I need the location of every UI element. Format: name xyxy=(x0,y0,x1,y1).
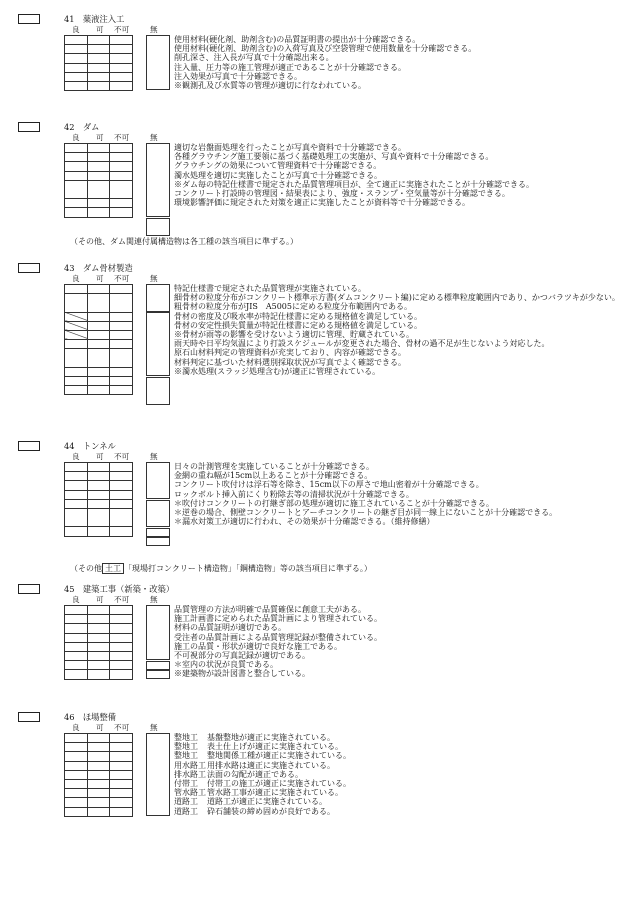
item-text: 付帯工の施工が適正に実施されている。 xyxy=(207,779,351,789)
rating-cell-good[interactable] xyxy=(65,144,88,153)
col-ok-header: 可 xyxy=(96,595,104,604)
rating-cell-good[interactable] xyxy=(65,779,88,788)
rating-cell-ok[interactable] xyxy=(87,312,110,321)
rating-cell-bad[interactable] xyxy=(110,606,133,615)
check-item: 使用材料(硬化剤、助剤含む)の入荷写真及び空袋管理で使用数量を十分確認できる。 xyxy=(174,44,477,54)
section-note xyxy=(70,565,372,573)
rating-cell-good[interactable] xyxy=(65,499,88,508)
section-title: 45 建築工事（新築・改築） xyxy=(64,584,175,594)
rating-cell-bad[interactable] xyxy=(110,208,133,217)
rating-cell-bad[interactable] xyxy=(110,321,133,330)
rating-cell-ok[interactable] xyxy=(87,508,110,526)
none-checkbox[interactable] xyxy=(146,500,170,527)
rating-cell-ok[interactable] xyxy=(87,615,110,624)
rating-cell-ok[interactable] xyxy=(87,36,110,45)
item-text: 砕石舗装の締め固めが良好である。 xyxy=(207,806,335,816)
rating-cell-bad[interactable] xyxy=(110,743,133,752)
rating-cell-bad[interactable] xyxy=(110,294,133,312)
rating-cell-bad[interactable] xyxy=(110,779,133,788)
rating-cell-good[interactable] xyxy=(65,285,88,294)
check-item: ※濁水処理(スラッジ処理含む)が適正に管理されている。 xyxy=(174,366,381,376)
col-none-header: 無 xyxy=(150,133,158,142)
rating-cell-bad[interactable] xyxy=(110,633,133,642)
rating-cell-good[interactable] xyxy=(65,45,88,54)
col-bad-header: 不可 xyxy=(114,133,130,142)
none-checkbox[interactable] xyxy=(146,537,170,546)
rating-cell-ok[interactable] xyxy=(87,472,110,481)
rating-cell-bad[interactable] xyxy=(110,45,133,54)
check-item xyxy=(174,761,620,770)
rating-cell-ok[interactable] xyxy=(87,743,110,752)
rating-cell-ok[interactable] xyxy=(87,499,110,508)
col-bad-header: 不可 xyxy=(114,452,130,461)
rating-cell-ok[interactable] xyxy=(87,670,110,679)
rating-cell-ok[interactable] xyxy=(87,153,110,162)
check-item: 雨天時や日平均気温により打設スケジュールが変更された場合、骨材の過不足が生じないよう対応した。 xyxy=(174,339,550,349)
rating-cell-ok[interactable] xyxy=(87,734,110,743)
check-item: 骨材の密度及び吸水率が特記仕様書に定める規格値を満足している。 xyxy=(174,311,422,321)
rating-cell-ok[interactable] xyxy=(87,321,110,330)
check-item: 削孔深さ、注入長が写真で十分確認出来る。 xyxy=(174,53,334,63)
note-boxed-term: 土工 xyxy=(102,563,124,574)
rating-cell-bad[interactable] xyxy=(110,651,133,660)
rating-cell-bad[interactable] xyxy=(110,367,133,376)
col-bad-header: 不可 xyxy=(114,274,130,283)
rating-cell-bad[interactable] xyxy=(110,499,133,508)
col-ok-header: 可 xyxy=(96,25,104,34)
rating-cell-good[interactable] xyxy=(65,789,88,798)
rating-cell-ok[interactable] xyxy=(87,208,110,217)
item-text: 法面の勾配が適正である。 xyxy=(207,769,303,779)
check-item: 使用材料(硬化剤、助剤含む)の品質証明書の提出が十分確認できる。 xyxy=(174,35,421,44)
rating-cell-good[interactable] xyxy=(65,199,88,208)
check-item xyxy=(174,733,620,742)
rating-cell-ok[interactable] xyxy=(87,330,110,339)
item-list xyxy=(174,284,620,376)
rating-cell-ok[interactable] xyxy=(87,199,110,208)
rating-cell-ok[interactable] xyxy=(87,376,110,385)
rating-cell-good[interactable] xyxy=(65,734,88,743)
item-text: 道路工が適正に実施されている。 xyxy=(207,797,327,807)
none-checkbox[interactable] xyxy=(146,462,170,499)
rating-cell-bad[interactable] xyxy=(110,330,133,339)
rating-grid xyxy=(64,605,133,680)
rating-cell-good[interactable] xyxy=(65,606,88,615)
rating-cell-ok[interactable] xyxy=(87,642,110,651)
rating-cell-bad[interactable] xyxy=(110,642,133,651)
col-bad-header: 不可 xyxy=(114,595,130,604)
rating-cell-bad[interactable] xyxy=(110,81,133,90)
rating-cell-bad[interactable] xyxy=(110,340,133,349)
rating-cell-good[interactable] xyxy=(65,321,88,330)
col-good-header: 良 xyxy=(72,595,80,604)
section-title: 44 トンネル xyxy=(64,441,116,451)
rating-cell-good[interactable] xyxy=(65,208,88,217)
rating-cell-good[interactable] xyxy=(65,481,88,490)
rating-cell-bad[interactable] xyxy=(110,798,133,807)
rating-cell-bad[interactable] xyxy=(110,481,133,490)
col-none-header: 無 xyxy=(150,595,158,604)
rating-cell-good[interactable] xyxy=(65,661,88,670)
work-category: 整地工 xyxy=(174,742,198,752)
col-good-header: 良 xyxy=(72,452,80,461)
rating-cell-ok[interactable] xyxy=(87,651,110,660)
rating-cell-good[interactable] xyxy=(65,615,88,624)
check-item: 骨材の安定性損失質量が特記仕様書に定める規格値を満足している。 xyxy=(174,320,422,330)
rating-cell-ok[interactable] xyxy=(87,54,110,63)
check-item: ※ダム毎の特記仕様書で規定された品質管理項目が、全て適正に実施されたことが十分確認できる。 xyxy=(174,179,534,189)
rating-cell-good[interactable] xyxy=(65,770,88,779)
rating-cell-good[interactable] xyxy=(65,386,88,395)
rating-cell-good[interactable] xyxy=(65,624,88,633)
rating-cell-ok[interactable] xyxy=(87,798,110,807)
rating-grid xyxy=(64,143,133,218)
check-item: 材料判定に基づいた材料選別採取状況が写真でよく確認できる。 xyxy=(174,357,406,367)
rating-cell-bad[interactable] xyxy=(110,285,133,294)
item-list xyxy=(174,733,620,816)
check-item: グラウチングの効果について管理資料で十分確認できる。 xyxy=(174,161,382,171)
rating-grid xyxy=(64,35,133,91)
score-box[interactable] xyxy=(18,14,40,24)
col-ok-header: 可 xyxy=(96,133,104,142)
rating-cell-bad[interactable] xyxy=(110,199,133,208)
section-title: 42 ダム xyxy=(64,122,100,132)
rating-cell-good[interactable] xyxy=(65,752,88,761)
rating-cell-good[interactable] xyxy=(65,162,88,171)
check-item: ＊室内の状況が良質である。 xyxy=(174,660,278,670)
rating-cell-bad[interactable] xyxy=(110,508,133,526)
check-item xyxy=(174,797,620,806)
rating-grid xyxy=(64,284,133,395)
rating-cell-good[interactable] xyxy=(65,171,88,180)
check-item: ＊逆巻の場合、側壁コンクリートとアーチコンクリートの継ぎ目が同一線上にないことが十分確認できる。 xyxy=(174,508,558,518)
check-item: 注入効果が写真で十分確認できる。 xyxy=(174,71,302,81)
none-checkbox[interactable] xyxy=(146,143,170,217)
rating-cell-ok[interactable] xyxy=(87,770,110,779)
col-ok-header: 可 xyxy=(96,274,104,283)
check-item: 原石山材料判定の管理資料が充実しており、内容が確認できる。 xyxy=(174,348,406,358)
rating-cell-good[interactable] xyxy=(65,349,88,367)
rating-cell-good[interactable] xyxy=(65,798,88,807)
check-item xyxy=(174,770,620,779)
rating-cell-bad[interactable] xyxy=(110,376,133,385)
check-item: ＊漏水対策工が適切に行われ、その効果が十分確認できる。（維持修繕） xyxy=(174,517,435,527)
rating-cell-good[interactable] xyxy=(65,312,88,321)
rating-cell-good[interactable] xyxy=(65,761,88,770)
check-item: 品質管理の方法が明確で品質確保に創意工夫がある。 xyxy=(174,605,366,614)
rating-cell-bad[interactable] xyxy=(110,386,133,395)
rating-cell-bad[interactable] xyxy=(110,463,133,472)
rating-cell-bad[interactable] xyxy=(110,789,133,798)
col-good-header: 良 xyxy=(72,133,80,142)
rating-cell-bad[interactable] xyxy=(110,472,133,481)
rating-cell-bad[interactable] xyxy=(110,734,133,743)
check-item: コンクリート吹付けは浮石等を除き、15cm以下の厚さで地山密着が十分確認できる。 xyxy=(174,480,484,490)
rating-cell-good[interactable] xyxy=(65,153,88,162)
check-item: 施工計画書に定められた品質計画により管理されている。 xyxy=(174,614,382,624)
check-item: 濁水処理を適切に実施したことが写真で十分確認できる。 xyxy=(174,170,382,180)
item-text: 整地関係工種が適正に実施されている。 xyxy=(207,751,351,761)
rating-cell-bad[interactable] xyxy=(110,670,133,679)
rating-cell-ok[interactable] xyxy=(87,81,110,90)
item-list xyxy=(174,605,620,679)
rating-cell-good[interactable] xyxy=(65,294,88,312)
rating-cell-good[interactable] xyxy=(65,651,88,660)
rating-cell-ok[interactable] xyxy=(87,779,110,788)
col-good-header: 良 xyxy=(72,25,80,34)
check-item: 細骨材の粒度分布がコンクリート標準示方書(ダムコンクリート編)に定める標準粒度範囲内であり、かつバラツキが少ない。 xyxy=(174,293,620,303)
rating-cell-ok[interactable] xyxy=(87,624,110,633)
col-ok-header: 可 xyxy=(96,723,104,732)
check-item: 金網の重ね幅が15cm以上あることが十分確認できる。 xyxy=(174,471,373,481)
rating-cell-ok[interactable] xyxy=(87,45,110,54)
rating-grid xyxy=(64,733,133,817)
rating-cell-bad[interactable] xyxy=(110,761,133,770)
rating-cell-ok[interactable] xyxy=(87,463,110,472)
none-checkbox[interactable] xyxy=(146,528,170,537)
score-box[interactable] xyxy=(18,441,40,451)
none-checkbox[interactable] xyxy=(146,605,170,660)
check-item: 不可視部分の写真記録が適切である。 xyxy=(174,651,310,661)
rating-cell-bad[interactable] xyxy=(110,171,133,180)
rating-cell-good[interactable] xyxy=(65,633,88,642)
col-none-header: 無 xyxy=(150,723,158,732)
check-item: 受注者の品質計画による品質管理記録が整備されている。 xyxy=(174,632,382,642)
col-good-header: 良 xyxy=(72,723,80,732)
rating-cell-ok[interactable] xyxy=(87,162,110,171)
none-checkbox[interactable] xyxy=(146,218,170,236)
rating-cell-ok[interactable] xyxy=(87,180,110,198)
rating-cell-bad[interactable] xyxy=(110,527,133,536)
rating-cell-ok[interactable] xyxy=(87,285,110,294)
rating-cell-good[interactable] xyxy=(65,180,88,198)
check-item xyxy=(174,751,620,760)
item-text: 用排水路は適正に実施されている。 xyxy=(207,760,335,770)
rating-cell-bad[interactable] xyxy=(110,153,133,162)
work-category: 付帯工 xyxy=(174,779,198,789)
work-category: 用水路工 xyxy=(174,760,206,770)
check-item: 適切な岩盤面処理を行ったことが写真や資料で十分確認できる。 xyxy=(174,143,406,152)
rating-cell-good[interactable] xyxy=(65,463,88,472)
rating-cell-good[interactable] xyxy=(65,63,88,72)
score-box[interactable] xyxy=(18,584,40,594)
rating-cell-bad[interactable] xyxy=(110,180,133,198)
work-category: 管水路工 xyxy=(174,788,206,798)
item-text: 基盤整地が適正に実施されている。 xyxy=(207,733,335,742)
check-item: 材料の品質証明が適切である。 xyxy=(174,623,286,633)
rating-cell-good[interactable] xyxy=(65,642,88,651)
check-item: ※観測孔及び水質等の管理が適切に行なわれている。 xyxy=(174,81,366,91)
rating-cell-ok[interactable] xyxy=(87,171,110,180)
check-item: ＊吹付けコンクリートの打継ぎ部の処理が適切に施工されていることが十分確認できる。 xyxy=(174,498,494,508)
score-box[interactable] xyxy=(18,712,40,722)
rating-cell-bad[interactable] xyxy=(110,72,133,81)
check-item: 日々の計測管理を実施していることが十分確認できる。 xyxy=(174,462,374,471)
score-box[interactable] xyxy=(18,263,40,273)
rating-cell-bad[interactable] xyxy=(110,807,133,816)
check-item: ロックボルト挿入前にくり粉除去等の清掃状況が十分確認できる。 xyxy=(174,489,414,499)
rating-cell-good[interactable] xyxy=(65,330,88,339)
check-item: コンクリート打設時の管理図・結果表により、強度・スランプ・空気量等が十分確認できる。 xyxy=(174,189,510,199)
rating-cell-bad[interactable] xyxy=(110,63,133,72)
rating-cell-ok[interactable] xyxy=(87,63,110,72)
rating-cell-bad[interactable] xyxy=(110,490,133,499)
work-category: 整地工 xyxy=(174,733,198,742)
rating-cell-good[interactable] xyxy=(65,36,88,45)
rating-cell-ok[interactable] xyxy=(87,633,110,642)
rating-cell-bad[interactable] xyxy=(110,312,133,321)
rating-cell-ok[interactable] xyxy=(87,761,110,770)
check-item xyxy=(174,779,620,788)
rating-cell-ok[interactable] xyxy=(87,349,110,367)
rating-cell-good[interactable] xyxy=(65,340,88,349)
rating-cell-good[interactable] xyxy=(65,807,88,816)
rating-cell-good[interactable] xyxy=(65,367,88,376)
rating-cell-good[interactable] xyxy=(65,72,88,81)
col-bad-header: 不可 xyxy=(114,25,130,34)
rating-cell-bad[interactable] xyxy=(110,770,133,779)
check-item: ※骨材が雨等の影響を受けないよう適切に管理、貯蔵されている。 xyxy=(174,330,414,340)
check-item: 特記仕様書で規定された品質管理が実施されている。 xyxy=(174,284,366,293)
check-item: 施工の品質・形状が適切で良好な施工である。 xyxy=(174,641,342,651)
rating-cell-bad[interactable] xyxy=(110,349,133,367)
rating-cell-ok[interactable] xyxy=(87,490,110,499)
score-box[interactable] xyxy=(18,122,40,132)
rating-cell-good[interactable] xyxy=(65,81,88,90)
rating-cell-bad[interactable] xyxy=(110,162,133,171)
rating-cell-ok[interactable] xyxy=(87,294,110,312)
rating-cell-ok[interactable] xyxy=(87,386,110,395)
check-item: 環境影響評価に規定された対策を適正に実施したことが資料等で十分確認できる。 xyxy=(174,198,470,208)
rating-cell-ok[interactable] xyxy=(87,144,110,153)
col-none-header: 無 xyxy=(150,452,158,461)
item-list xyxy=(174,462,620,526)
rating-cell-ok[interactable] xyxy=(87,661,110,670)
section-title: 46 ほ場整備 xyxy=(64,712,117,722)
none-checkbox[interactable] xyxy=(146,284,170,312)
rating-cell-ok[interactable] xyxy=(87,367,110,376)
note-suffix: 「現場打コンクリート構造物」「鋼構造物」等の該当項目に準ずる。） xyxy=(124,564,372,573)
rating-cell-ok[interactable] xyxy=(87,606,110,615)
rating-cell-good[interactable] xyxy=(65,472,88,481)
rating-cell-good[interactable] xyxy=(65,527,88,536)
rating-cell-bad[interactable] xyxy=(110,615,133,624)
check-item xyxy=(174,807,620,816)
rating-cell-bad[interactable] xyxy=(110,36,133,45)
item-list xyxy=(174,143,620,207)
work-category: 排水路工 xyxy=(174,769,206,779)
rating-cell-bad[interactable] xyxy=(110,144,133,153)
note-prefix: （その他 xyxy=(70,564,102,573)
section-title: 41 薬液注入工 xyxy=(64,14,125,24)
rating-cell-ok[interactable] xyxy=(87,807,110,816)
check-item: 各種グラウチング施工要領に基づく基礎処理工の実施が、写真や資料で十分確認できる。 xyxy=(174,152,494,162)
rating-cell-good[interactable] xyxy=(65,54,88,63)
col-none-header: 無 xyxy=(150,274,158,283)
rating-grid xyxy=(64,462,133,537)
rating-cell-ok[interactable] xyxy=(87,72,110,81)
rating-cell-ok[interactable] xyxy=(87,527,110,536)
rating-cell-good[interactable] xyxy=(65,670,88,679)
rating-cell-ok[interactable] xyxy=(87,752,110,761)
none-checkbox[interactable] xyxy=(146,670,170,679)
col-ok-header: 可 xyxy=(96,452,104,461)
rating-cell-bad[interactable] xyxy=(110,752,133,761)
none-checkbox[interactable] xyxy=(146,377,170,405)
col-bad-header: 不可 xyxy=(114,723,130,732)
work-category: 整地工 xyxy=(174,751,198,761)
item-text: 管水路工事が適正に実施されている。 xyxy=(207,788,343,798)
work-category: 道路工 xyxy=(174,806,198,816)
rating-cell-good[interactable] xyxy=(65,376,88,385)
section-note: （その他、ダム関連付属構造物は各工種の該当項目に準ずる。） xyxy=(70,237,298,246)
rating-cell-bad[interactable] xyxy=(110,661,133,670)
rating-cell-bad[interactable] xyxy=(110,54,133,63)
item-list xyxy=(174,35,620,90)
check-item: 注入量、圧力等の施工管理が適正であることが十分確認できる。 xyxy=(174,62,406,72)
col-none-header: 無 xyxy=(150,25,158,34)
section-title: 43 ダム骨材製造 xyxy=(64,263,133,273)
check-item: ※建築物が設計図書と整合している。 xyxy=(174,669,310,679)
none-checkbox[interactable] xyxy=(146,35,170,90)
check-item: 粗骨材の粒度分布がJIS A5005に定める粒度分布範囲内である。 xyxy=(174,302,412,312)
rating-cell-ok[interactable] xyxy=(87,340,110,349)
rating-cell-good[interactable] xyxy=(65,508,88,526)
item-text: 表土仕上げが適正に実施されている。 xyxy=(207,742,343,752)
none-checkbox[interactable] xyxy=(146,312,170,376)
rating-cell-ok[interactable] xyxy=(87,481,110,490)
none-checkbox[interactable] xyxy=(146,661,170,670)
col-good-header: 良 xyxy=(72,274,80,283)
rating-cell-ok[interactable] xyxy=(87,789,110,798)
rating-cell-bad[interactable] xyxy=(110,624,133,633)
none-checkbox[interactable] xyxy=(146,733,170,816)
rating-cell-good[interactable] xyxy=(65,743,88,752)
work-category: 道路工 xyxy=(174,797,198,807)
rating-cell-good[interactable] xyxy=(65,490,88,499)
